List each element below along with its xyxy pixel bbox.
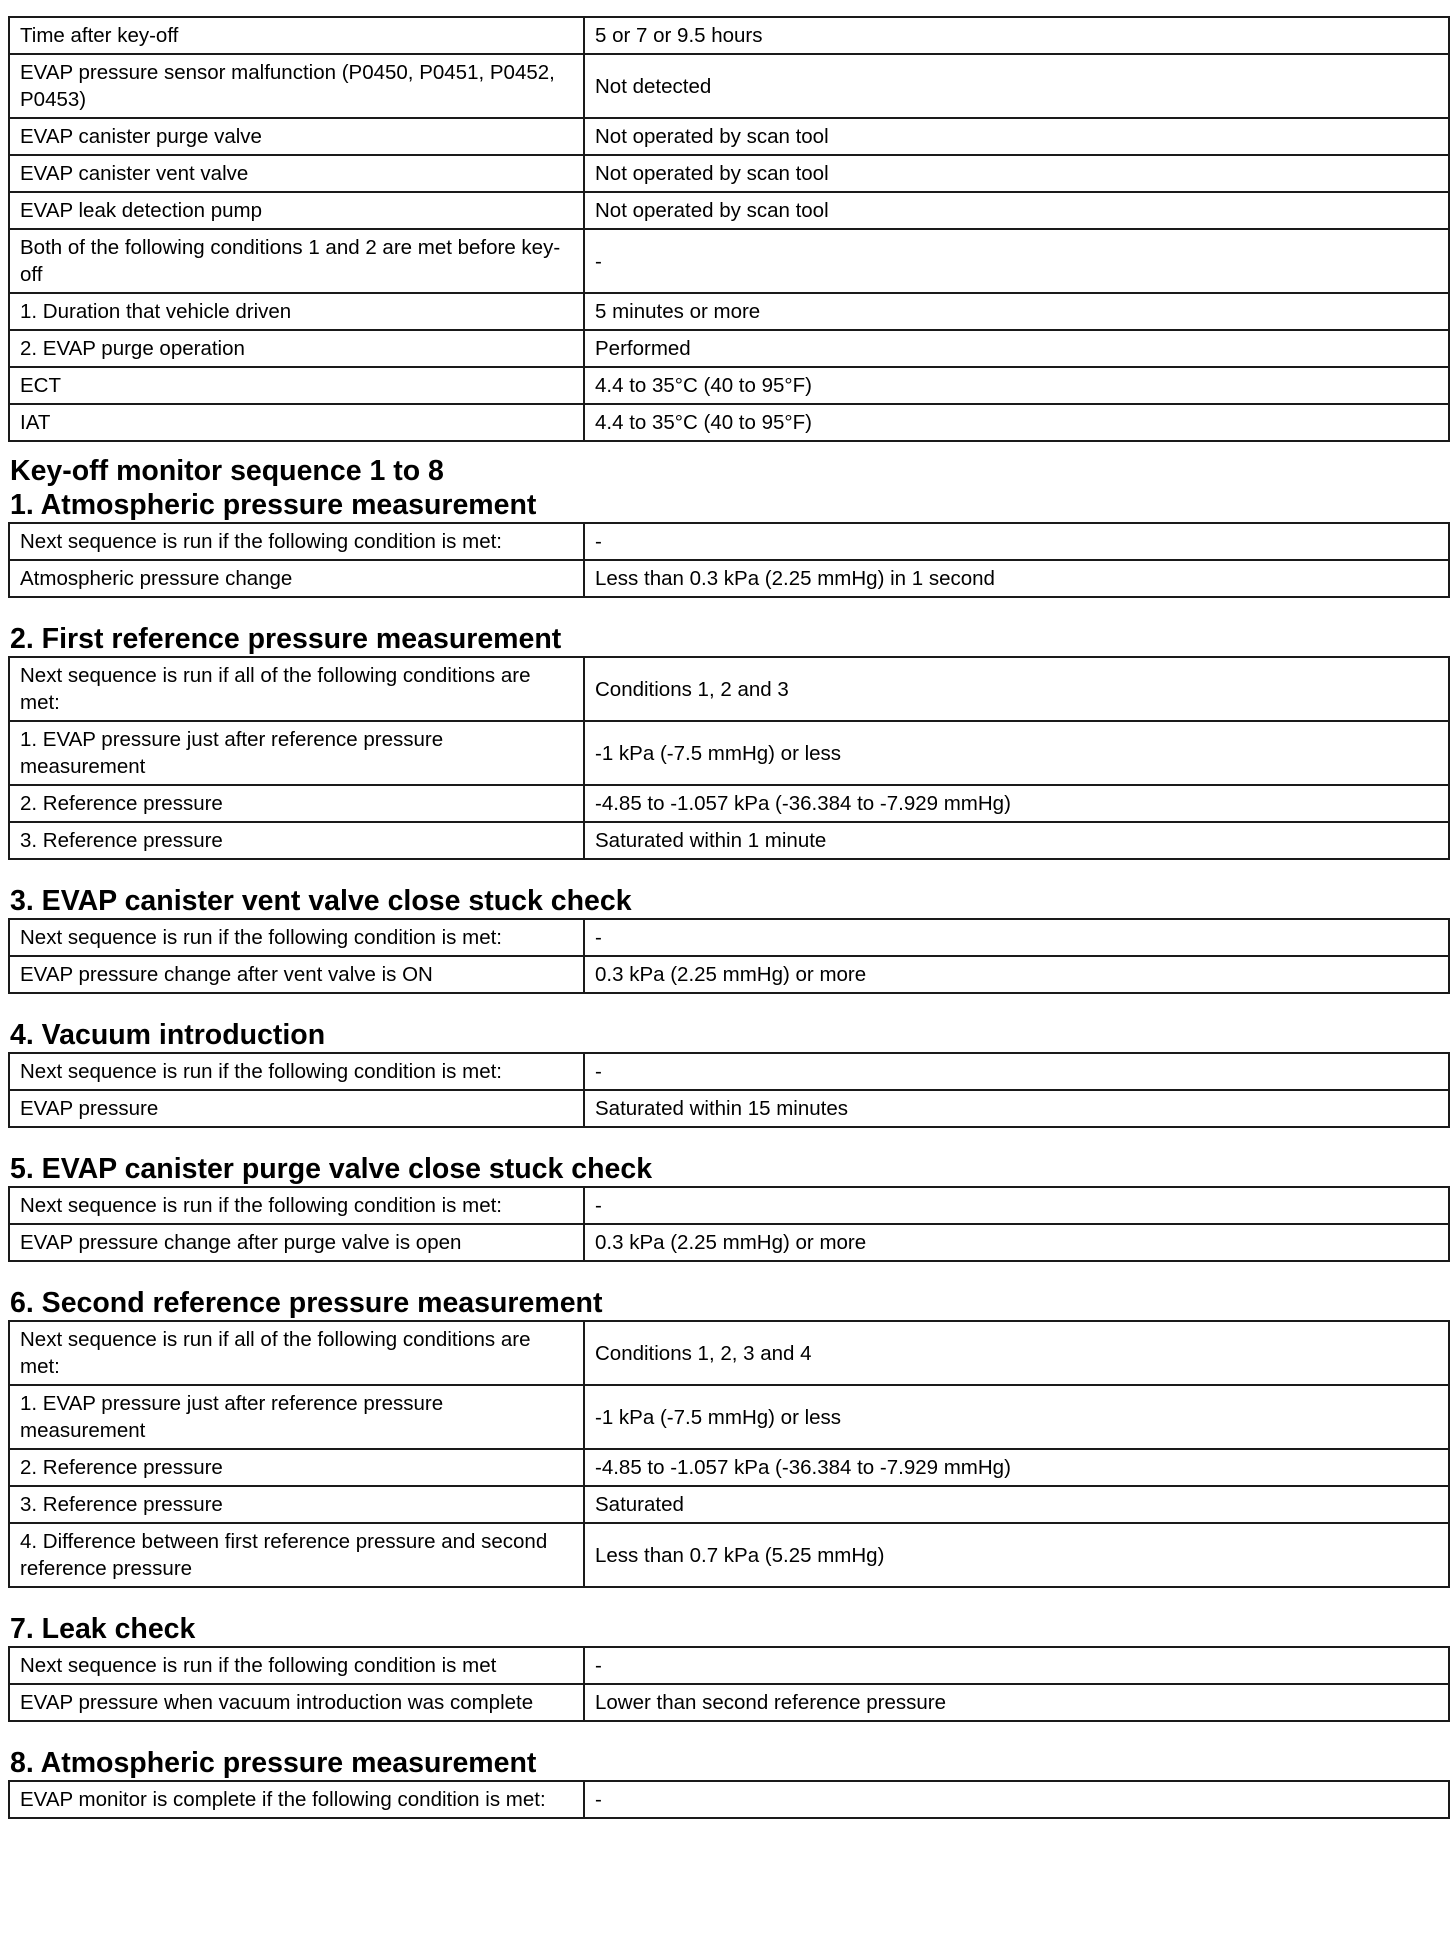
section-title: 4. Vacuum introduction [10,1019,326,1051]
table-row [9,1385,1449,1449]
table-row [9,1486,1449,1523]
condition-label: EVAP pressure change after purge valve is open [9,1224,584,1261]
condition-value: -4.85 to -1.057 kPa (-36.384 to -7.929 mmHg) [584,785,1449,822]
sequence-sections [8,488,1448,1819]
condition-value: Saturated within 15 minutes [584,1090,1449,1127]
condition-label: 3. Reference pressure [9,1486,584,1523]
condition-value: - [584,229,1449,293]
table-row [9,404,1449,441]
condition-label: Next sequence is run if the following condition is met: [9,1053,584,1090]
table-row [9,1224,1449,1261]
table-row [9,330,1449,367]
section-title: 1. Atmospheric pressure measurement [10,489,537,521]
condition-label: 2. EVAP purge operation [9,330,584,367]
section-gap [8,1262,1448,1286]
table-row [9,560,1449,597]
condition-label: Next sequence is run if the following condition is met: [9,1187,584,1224]
table-row [9,822,1449,859]
table-row [9,229,1449,293]
condition-label: EVAP monitor is complete if the following condition is met: [9,1781,584,1818]
table-row [9,1523,1449,1587]
condition-label: Next sequence is run if all of the following conditions are met: [9,657,584,721]
section-title: 5. EVAP canister purge valve close stuck check [10,1153,653,1185]
table-row [9,1781,1449,1818]
condition-value: Not operated by scan tool [584,155,1449,192]
table-row [9,1090,1449,1127]
condition-label: IAT [9,404,584,441]
section-title: 3. EVAP canister vent valve close stuck check [10,885,632,917]
table-row [9,785,1449,822]
sequence-title: Key-off monitor sequence 1 to 8 [10,455,444,487]
condition-value: 4.4 to 35°C (40 to 95°F) [584,367,1449,404]
condition-value: Performed [584,330,1449,367]
table-row [9,1321,1449,1385]
condition-value: Conditions 1, 2, 3 and 4 [584,1321,1449,1385]
table-row [9,367,1449,404]
conditions-table-body [9,17,1449,441]
table-row [9,919,1449,956]
condition-label: EVAP pressure [9,1090,584,1127]
table-row [9,523,1449,560]
condition-value: Less than 0.3 kPa (2.25 mmHg) in 1 second [584,560,1449,597]
section-table [8,522,1450,598]
section-table [8,918,1450,994]
condition-label: 1. EVAP pressure just after reference pressure measurement [9,721,584,785]
conditions-table [8,16,1450,442]
table-row [9,17,1449,54]
condition-label: Next sequence is run if the following condition is met [9,1647,584,1684]
table-row [9,54,1449,118]
condition-value: 5 or 7 or 9.5 hours [584,17,1449,54]
section-table [8,656,1450,860]
condition-value: 0.3 kPa (2.25 mmHg) or more [584,1224,1449,1261]
table-row [9,1449,1449,1486]
condition-label: Next sequence is run if the following condition is met: [9,919,584,956]
condition-value: Saturated within 1 minute [584,822,1449,859]
condition-label: EVAP canister vent valve [9,155,584,192]
condition-label: EVAP canister purge valve [9,118,584,155]
section-gap [8,860,1448,884]
condition-value: - [584,523,1449,560]
condition-value: -1 kPa (-7.5 mmHg) or less [584,1385,1449,1449]
condition-label: Both of the following conditions 1 and 2 are met before key-off [9,229,584,293]
condition-value: 5 minutes or more [584,293,1449,330]
condition-value: 0.3 kPa (2.25 mmHg) or more [584,956,1449,993]
condition-label: 4. Difference between first reference pressure and second reference pressure [9,1523,584,1587]
condition-value: - [584,919,1449,956]
condition-label: 3. Reference pressure [9,822,584,859]
condition-label: Time after key-off [9,17,584,54]
condition-value: Conditions 1, 2 and 3 [584,657,1449,721]
condition-value: 4.4 to 35°C (40 to 95°F) [584,404,1449,441]
section-gap [8,994,1448,1018]
condition-value: - [584,1781,1449,1818]
condition-value: -4.85 to -1.057 kPa (-36.384 to -7.929 mmHg) [584,1449,1449,1486]
section-gap [8,1128,1448,1152]
condition-label: Next sequence is run if the following condition is met: [9,523,584,560]
condition-value: Lower than second reference pressure [584,1684,1449,1721]
condition-value: -1 kPa (-7.5 mmHg) or less [584,721,1449,785]
condition-label: 2. Reference pressure [9,1449,584,1486]
condition-label: Next sequence is run if all of the following conditions are met: [9,1321,584,1385]
condition-value: Not operated by scan tool [584,118,1449,155]
table-row [9,721,1449,785]
condition-label: EVAP pressure when vacuum introduction was complete [9,1684,584,1721]
condition-value: Not operated by scan tool [584,192,1449,229]
section-table [8,1052,1450,1128]
table-row [9,155,1449,192]
table-row [9,657,1449,721]
section-gap [8,598,1448,622]
condition-label: EVAP pressure sensor malfunction (P0450, P0451, P0452, P0453) [9,54,584,118]
section-title: 7. Leak check [10,1613,196,1645]
section-table [8,1320,1450,1588]
table-row [9,1053,1449,1090]
condition-value: - [584,1647,1449,1684]
condition-label: 1. EVAP pressure just after reference pressure measurement [9,1385,584,1449]
section-gap [8,1588,1448,1612]
section-table [8,1646,1450,1722]
condition-label: 2. Reference pressure [9,785,584,822]
table-row [9,1684,1449,1721]
table-row [9,118,1449,155]
document [8,16,1448,1819]
table-row [9,956,1449,993]
condition-value: - [584,1053,1449,1090]
condition-label: 1. Duration that vehicle driven [9,293,584,330]
section-title: 6. Second reference pressure measurement [10,1287,603,1319]
section-gap [8,1722,1448,1746]
section-title: 2. First reference pressure measurement [10,623,562,655]
condition-value: Less than 0.7 kPa (5.25 mmHg) [584,1523,1449,1587]
table-row [9,192,1449,229]
condition-label: EVAP pressure change after vent valve is ON [9,956,584,993]
condition-label: Atmospheric pressure change [9,560,584,597]
condition-label: EVAP leak detection pump [9,192,584,229]
section-title: 8. Atmospheric pressure measurement [10,1747,537,1779]
section-table [8,1780,1450,1819]
condition-value: Not detected [584,54,1449,118]
condition-value: - [584,1187,1449,1224]
table-row [9,1187,1449,1224]
condition-value: Saturated [584,1486,1449,1523]
table-row [9,1647,1449,1684]
condition-label: ECT [9,367,584,404]
section-table [8,1186,1450,1262]
table-row [9,293,1449,330]
